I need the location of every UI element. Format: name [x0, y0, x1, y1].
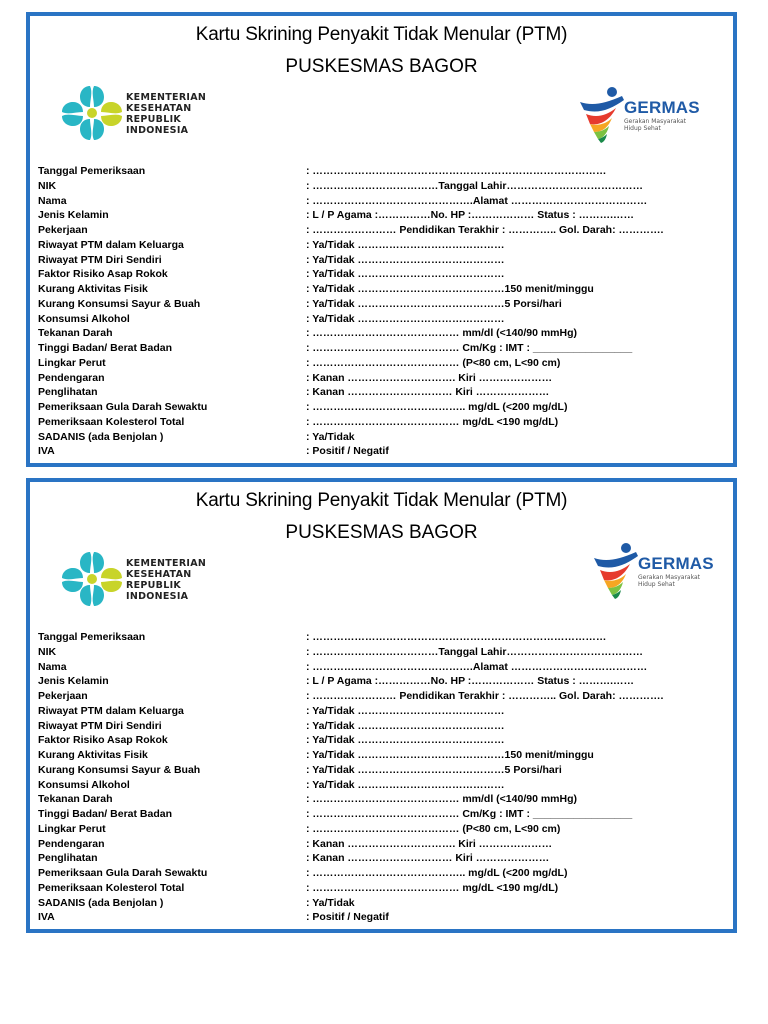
- form-row-value: : Ya/Tidak ……………………………………150 menit/minggu: [306, 283, 594, 295]
- form-row-label: Konsumsi Alkohol: [38, 312, 130, 325]
- germas-figure-icon: [592, 540, 642, 600]
- form-row-value: : Ya/Tidak ……………………………………: [306, 719, 505, 732]
- form-row-value: : …………………………………… (P<80 cm, L<90 cm): [306, 822, 561, 835]
- form-row-value: : Kanan …………………………. Kiri …………………: [306, 371, 553, 384]
- kemenkes-emblem-icon: [60, 548, 124, 610]
- form-rows: [38, 164, 728, 459]
- form-row-label: Jenis Kelamin: [38, 209, 109, 222]
- form-row-value: : L / P Agama :……………No. HP :……………… Status : ……….……: [306, 209, 635, 222]
- form-row-value: : ……………………………………….Alamat …………………………………: [306, 194, 648, 207]
- form-row: [38, 326, 728, 341]
- form-row: [38, 689, 728, 704]
- form-row: [38, 704, 728, 719]
- card-title: Kartu Skrining Penyakit Tidak Menular (PTM): [195, 490, 568, 511]
- form-row-label: Riwayat PTM Diri Sendiri: [38, 253, 162, 266]
- form-row-label: SADANIS (ada Benjolan ): [38, 430, 164, 443]
- form-row-label: Pemeriksaan Kolesterol Total: [38, 415, 185, 428]
- screening-card-1: [26, 12, 737, 467]
- card-title: Kartu Skrining Penyakit Tidak Menular (PTM): [195, 24, 568, 45]
- kemenkes-text: KEMENTERIAN KESEHATAN REPUBLIK INDONESIA: [126, 92, 207, 136]
- kemenkes-logo: [60, 548, 210, 610]
- form-row-label: Pendengaran: [38, 371, 105, 384]
- form-row-label: Riwayat PTM dalam Keluarga: [38, 704, 184, 717]
- form-row: [38, 733, 728, 748]
- form-row-value: : Ya/Tidak: [306, 896, 355, 909]
- form-row: [38, 430, 728, 445]
- form-row: [38, 778, 728, 793]
- form-row-label: Tekanan Darah: [38, 327, 113, 340]
- form-row-label: Lingkar Perut: [38, 356, 106, 369]
- form-row-value: : ………………………………Tanggal Lahir…………………………………: [306, 179, 643, 192]
- form-row: [38, 866, 728, 881]
- form-row: [38, 385, 728, 400]
- form-row: [38, 837, 728, 852]
- form-row-label: Tanggal Pemeriksaan: [38, 165, 146, 177]
- kemenkes-emblem-icon: [60, 82, 124, 144]
- form-row-label: Kurang Aktivitas Fisik: [38, 283, 148, 295]
- form-row-label: Pekerjaan: [38, 690, 88, 702]
- form-row-label: Konsumsi Alkohol: [38, 778, 130, 791]
- form-row: [38, 267, 728, 282]
- form-row-label: Pemeriksaan Kolesterol Total: [38, 881, 185, 894]
- germas-tagline: Gerakan Masyarakat Hidup Sehat: [624, 118, 686, 132]
- form-row-value: : …………………………………………………………………………: [306, 631, 607, 643]
- form-row: [38, 282, 728, 297]
- form-row: [38, 807, 728, 822]
- form-row-value: : Ya/Tidak ……………………………………: [306, 238, 505, 251]
- form-row: [38, 822, 728, 837]
- form-row: [38, 660, 728, 675]
- form-row-label: SADANIS (ada Benjolan ): [38, 896, 164, 909]
- form-row: [38, 371, 728, 386]
- form-row-value: : …………………………………….. mg/dL (<200 mg/dL): [306, 867, 568, 879]
- card-subtitle: PUSKESMAS BAGOR: [285, 56, 478, 77]
- form-row-value: : Ya/Tidak ……………………………………: [306, 778, 505, 791]
- form-row: [38, 763, 728, 778]
- form-row-value: : Ya/Tidak ……………………………………: [306, 704, 505, 717]
- form-row-value: : Ya/Tidak ……………………………………5 Porsi/hari: [306, 297, 562, 310]
- form-row-label: Penglihatan: [38, 852, 98, 865]
- form-row: [38, 645, 728, 660]
- form-row: [38, 194, 728, 209]
- kemenkes-text: KEMENTERIAN KESEHATAN REPUBLIK INDONESIA: [126, 558, 207, 602]
- form-row-value: : Ya/Tidak ……………………………………: [306, 268, 505, 281]
- form-row: [38, 238, 728, 253]
- form-row: [38, 881, 728, 896]
- form-row-label: Pemeriksaan Gula Darah Sewaktu: [38, 401, 208, 413]
- form-row-value: : Ya/Tidak ……………………………………150 menit/minggu: [306, 749, 594, 761]
- form-row: [38, 851, 728, 866]
- form-row: [38, 748, 728, 763]
- form-row-label: Penglihatan: [38, 386, 98, 399]
- form-row-value: : Positif / Negatif: [306, 445, 389, 458]
- screening-card-2: [26, 478, 737, 933]
- form-row: [38, 253, 728, 268]
- form-row-label: Faktor Risiko Asap Rokok: [38, 268, 168, 281]
- form-row: [38, 674, 728, 689]
- form-row-label: Riwayat PTM dalam Keluarga: [38, 238, 184, 251]
- form-row-value: : …………………… Pendidikan Terakhir : ………….. Gol. Darah: ………….: [306, 690, 664, 702]
- form-row-label: Riwayat PTM Diri Sendiri: [38, 719, 162, 732]
- form-row-label: Pendengaran: [38, 837, 105, 850]
- form-row-value: : Ya/Tidak ……………………………………: [306, 734, 505, 747]
- form-row: [38, 896, 728, 911]
- form-row-value: : Kanan …………………………. Kiri …………………: [306, 837, 553, 850]
- form-row-label: Tinggi Badan/ Berat Badan: [38, 342, 172, 354]
- form-row-label: Kurang Konsumsi Sayur & Buah: [38, 297, 201, 310]
- form-row-value: : Kanan ………………………… Kiri …………………: [306, 852, 550, 865]
- form-row: [38, 444, 728, 459]
- form-row: [38, 223, 728, 238]
- form-row-label: Kurang Konsumsi Sayur & Buah: [38, 763, 201, 776]
- form-row-value: : …………………………………… Cm/Kg : IMT : _________________: [306, 342, 633, 354]
- form-row-value: : …………………………………….. mg/dL (<200 mg/dL): [306, 401, 568, 413]
- form-row-value: : Kanan ………………………… Kiri …………………: [306, 386, 550, 399]
- form-row-label: Tekanan Darah: [38, 793, 113, 806]
- form-row: [38, 356, 728, 371]
- form-row-value: : …………………………………… mm/dl (<140/90 mmHg): [306, 793, 577, 806]
- form-row-value: : Ya/Tidak ……………………………………5 Porsi/hari: [306, 763, 562, 776]
- form-row-label: NIK: [38, 645, 57, 658]
- form-row-value: : …………………………………………………………………………: [306, 165, 607, 177]
- form-row-label: NIK: [38, 179, 57, 192]
- form-row-label: Nama: [38, 660, 67, 673]
- form-rows: [38, 630, 728, 925]
- form-row-label: IVA: [38, 445, 55, 458]
- form-row: [38, 179, 728, 194]
- germas-logo: [592, 540, 732, 600]
- form-row-label: Nama: [38, 194, 67, 207]
- form-row-value: : ……………………………………….Alamat …………………………………: [306, 660, 648, 673]
- form-row: [38, 164, 728, 179]
- form-row-value: : Ya/Tidak ……………………………………: [306, 253, 505, 266]
- form-row-value: : …………………………………… Cm/Kg : IMT : _________________: [306, 808, 633, 820]
- form-row: [38, 341, 728, 356]
- form-row-value: : …………………………………… mg/dL <190 mg/dL): [306, 415, 559, 428]
- form-row-label: Lingkar Perut: [38, 822, 106, 835]
- form-row-label: Pemeriksaan Gula Darah Sewaktu: [38, 867, 208, 879]
- form-row-label: Tanggal Pemeriksaan: [38, 631, 146, 643]
- form-row-label: Kurang Aktivitas Fisik: [38, 749, 148, 761]
- form-row-value: : …………………………………… mg/dL <190 mg/dL): [306, 881, 559, 894]
- form-row: [38, 910, 728, 925]
- form-row: [38, 719, 728, 734]
- form-row-label: IVA: [38, 911, 55, 924]
- form-row-label: Jenis Kelamin: [38, 675, 109, 688]
- form-row-value: : L / P Agama :……………No. HP :……………… Status : ……….……: [306, 675, 635, 688]
- form-row: [38, 297, 728, 312]
- card-subtitle: PUSKESMAS BAGOR: [285, 522, 478, 543]
- form-row-value: : ………………………………Tanggal Lahir…………………………………: [306, 645, 643, 658]
- germas-figure-icon: [578, 84, 628, 144]
- kemenkes-logo: [60, 82, 210, 144]
- germas-word: GERMAS: [624, 98, 700, 117]
- form-row-value: : Positif / Negatif: [306, 911, 389, 924]
- form-row: [38, 208, 728, 223]
- form-row: [38, 630, 728, 645]
- form-row-value: : Ya/Tidak: [306, 430, 355, 443]
- form-row-label: Tinggi Badan/ Berat Badan: [38, 808, 172, 820]
- form-row: [38, 792, 728, 807]
- form-row-value: : …………………………………… mm/dl (<140/90 mmHg): [306, 327, 577, 340]
- form-row-value: : …………………………………… (P<80 cm, L<90 cm): [306, 356, 561, 369]
- form-row: [38, 400, 728, 415]
- form-row: [38, 415, 728, 430]
- form-row-value: : …………………… Pendidikan Terakhir : ………….. Gol. Darah: ………….: [306, 224, 664, 236]
- germas-logo: [578, 84, 718, 144]
- form-row-value: : Ya/Tidak ……………………………………: [306, 312, 505, 325]
- germas-word: GERMAS: [638, 554, 714, 573]
- germas-tagline: Gerakan Masyarakat Hidup Sehat: [638, 574, 700, 588]
- form-row-label: Faktor Risiko Asap Rokok: [38, 734, 168, 747]
- form-row-label: Pekerjaan: [38, 224, 88, 236]
- form-row: [38, 312, 728, 327]
